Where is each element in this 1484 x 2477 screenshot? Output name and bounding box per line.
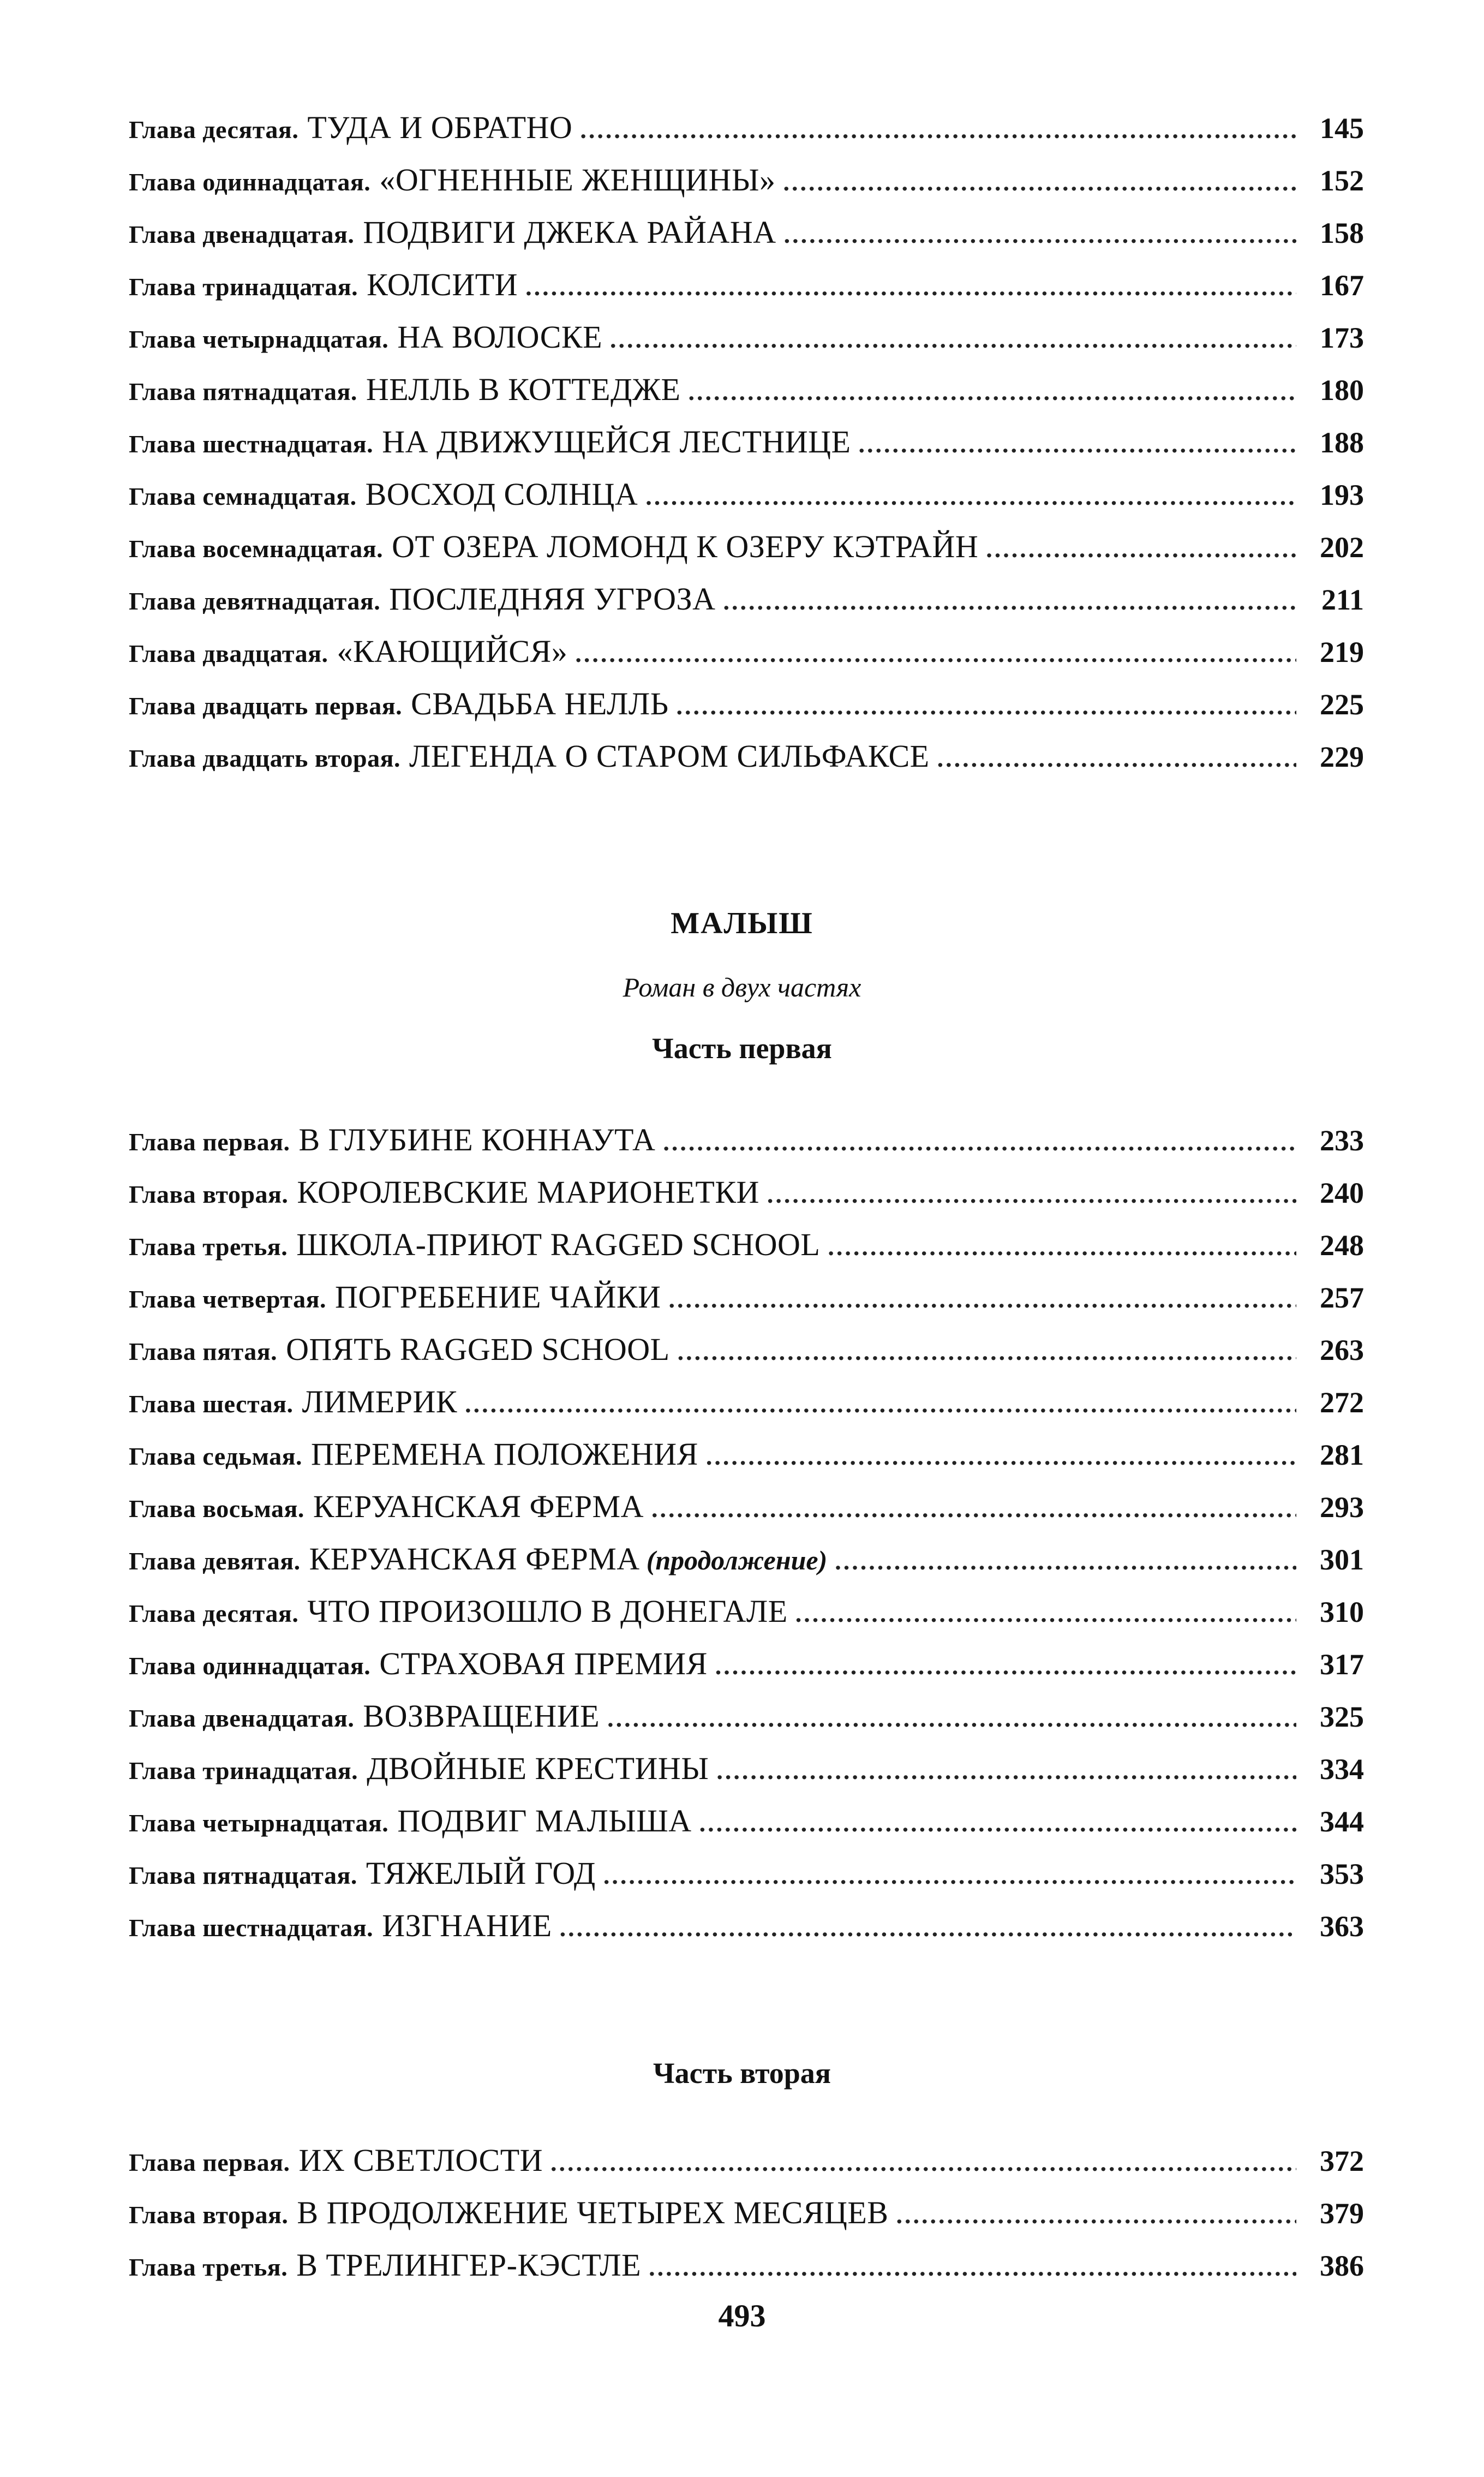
- chapter-label: Глава двадцать вторая.: [129, 744, 400, 772]
- toc-entry: [129, 214, 1364, 252]
- chapter-title: ШКОЛА-ПРИЮТ RAGGED SCHOOL: [296, 1227, 821, 1262]
- chapter-title: СВАДЬБА НЕЛЛЬ: [411, 686, 669, 721]
- dot-leader: [937, 744, 1296, 773]
- toc-entry: [129, 528, 1364, 566]
- toc-entry: [129, 1279, 1364, 1317]
- page-number: 173: [1320, 321, 1364, 354]
- dot-leader: [858, 429, 1296, 458]
- page-number: 158: [1320, 217, 1364, 249]
- chapter-label: Глава тринадцатая.: [129, 273, 358, 301]
- chapter-title: КОРОЛЕВСКИЕ МАРИОНЕТКИ: [297, 1174, 759, 1210]
- chapter-label: Глава двадцатая.: [129, 640, 328, 667]
- dot-leader: [560, 1913, 1296, 1942]
- chapter-label: Глава тринадцатая.: [129, 1757, 358, 1784]
- toc-entry: [129, 581, 1364, 619]
- toc-entry: [129, 2194, 1364, 2233]
- part-two-title: Часть вторая: [653, 2057, 831, 2090]
- toc-entry: [129, 1174, 1364, 1212]
- chapter-label: Глава девятая.: [129, 1547, 301, 1575]
- chapter-title: КЕРУАНСКАЯ ФЕРМА: [309, 1541, 640, 1577]
- chapter-label: Глава третья.: [129, 2253, 288, 2281]
- page-number: 219: [1320, 636, 1364, 669]
- toc-entry: [129, 1907, 1364, 1945]
- dot-leader: [986, 534, 1296, 563]
- chapter-label: Глава семнадцатая.: [129, 482, 357, 510]
- toc-entry: [129, 738, 1364, 776]
- chapter-title: НА ВОЛОСКЕ: [397, 319, 602, 355]
- toc-entry: [129, 633, 1364, 671]
- page-number: 325: [1320, 1700, 1364, 1733]
- page-number: 301: [1320, 1543, 1364, 1576]
- page-number: 202: [1320, 531, 1364, 564]
- chapter-label: Глава шестнадцатая.: [129, 1914, 374, 1942]
- chapter-title: ТЯЖЕЛЫЙ ГОД: [366, 1855, 596, 1891]
- page-number: 240: [1320, 1177, 1364, 1209]
- dot-leader: [699, 1808, 1296, 1837]
- dot-leader: [677, 691, 1296, 720]
- chapter-title: ВОСХОД СОЛНЦА: [365, 476, 638, 512]
- chapter-label: Глава вторая.: [129, 2201, 289, 2229]
- page-number: 229: [1320, 741, 1364, 773]
- toc-entry: [129, 1802, 1364, 1841]
- dot-leader: [795, 1599, 1296, 1628]
- chapter-title: ЧТО ПРОИЗОШЛО В ДОНЕГАЛЕ: [307, 1593, 788, 1629]
- toc-entry: [129, 162, 1364, 200]
- chapter-label: Глава пятнадцатая.: [129, 378, 357, 405]
- dot-leader: [465, 1389, 1296, 1418]
- chapter-label: Глава двенадцатая.: [129, 1704, 355, 1732]
- part-one-title: Часть первая: [652, 1032, 832, 1065]
- chapter-label: Глава шестнадцатая.: [129, 430, 374, 458]
- chapter-title: В ТРЕЛИНГЕР-КЭСТЛЕ: [296, 2247, 642, 2283]
- dot-leader: [783, 168, 1296, 196]
- dot-leader: [784, 220, 1296, 249]
- page-number: 257: [1320, 1281, 1364, 1314]
- toc-entry: [129, 1645, 1364, 1684]
- toc-entry: [129, 1698, 1364, 1736]
- toc-entry: [129, 109, 1364, 147]
- chapter-title: В ПРОДОЛЖЕНИЕ ЧЕТЫРЕХ МЕСЯЦЕВ: [297, 2195, 889, 2230]
- toc-entry: [129, 371, 1364, 409]
- chapter-title: ЛИМЕРИК: [302, 1384, 458, 1419]
- chapter-title: КОЛСИТИ: [367, 267, 518, 302]
- toc-entry: [129, 1750, 1364, 1788]
- dot-leader: [706, 1442, 1296, 1471]
- dot-leader: [651, 1494, 1296, 1523]
- chapter-label: Глава одиннадцатая.: [129, 168, 371, 196]
- chapter-label: Глава пятая.: [129, 1338, 278, 1365]
- toc-entry: [129, 1331, 1364, 1369]
- chapter-title: «КАЮЩИЙСЯ»: [337, 634, 568, 669]
- chapter-title: ИХ СВЕТЛОСТИ: [298, 2142, 543, 2178]
- chapter-title: НЕЛЛЬ В КОТТЕДЖЕ: [366, 372, 681, 407]
- toc-entry: [129, 1383, 1364, 1422]
- dot-leader: [663, 1127, 1296, 1156]
- chapter-title: ПОДВИГ МАЛЫША: [397, 1803, 692, 1839]
- chapter-label: Глава двадцать первая.: [129, 692, 403, 720]
- chapter-title: НА ДВИЖУЩЕЙСЯ ЛЕСТНИЦЕ: [382, 424, 851, 459]
- chapter-title: КЕРУАНСКАЯ ФЕРМА: [313, 1489, 644, 1524]
- chapter-label: Глава вторая.: [129, 1180, 289, 1208]
- dot-leader: [645, 482, 1296, 511]
- dot-leader: [668, 1285, 1296, 1314]
- toc-entry: [129, 2142, 1364, 2180]
- chapter-label: Глава восьмая.: [129, 1495, 304, 1523]
- page-number: 167: [1320, 269, 1364, 302]
- page-number: 211: [1321, 583, 1364, 616]
- page-number: 193: [1320, 479, 1364, 511]
- dot-leader: [896, 2200, 1297, 2229]
- dot-leader: [716, 1756, 1296, 1785]
- chapter-label: Глава первая.: [129, 1128, 290, 1156]
- dot-leader: [610, 325, 1296, 354]
- chapter-label: Глава одиннадцатая.: [129, 1652, 371, 1680]
- page-number: 281: [1320, 1439, 1364, 1471]
- page-number: 152: [1320, 164, 1364, 197]
- dot-leader: [767, 1180, 1296, 1209]
- page-number: 372: [1320, 2145, 1364, 2177]
- page-number: 145: [1320, 112, 1364, 145]
- chapter-title: ПОСЛЕДНЯЯ УГРОЗА: [389, 581, 716, 617]
- page-number: 272: [1320, 1386, 1364, 1419]
- page-number: 233: [1320, 1124, 1364, 1157]
- page-number: 344: [1320, 1805, 1364, 1838]
- dot-leader: [550, 2148, 1296, 2177]
- dot-leader: [678, 1337, 1296, 1366]
- dot-leader: [835, 1547, 1296, 1575]
- chapter-label: Глава десятая.: [129, 116, 299, 144]
- novel-subtitle: Роман в двух частях: [623, 972, 861, 1002]
- dot-leader: [525, 272, 1296, 301]
- dot-leader: [715, 1651, 1296, 1680]
- page-number: 317: [1320, 1648, 1364, 1681]
- folio-page-number: 493: [718, 2298, 766, 2333]
- chapter-title: «ОГНЕННЫЕ ЖЕНЩИНЫ»: [379, 162, 776, 198]
- page-number: 386: [1320, 2249, 1364, 2282]
- toc-entry: [129, 319, 1364, 357]
- chapter-label: Глава четырнадцатая.: [129, 1809, 389, 1837]
- chapter-title: ПОДВИГИ ДЖЕКА РАЙАНА: [363, 214, 776, 250]
- toc-entry: [129, 685, 1364, 724]
- chapter-label: Глава девятнадцатая.: [129, 587, 381, 615]
- chapter-title: ОТ ОЗЕРА ЛОМОНД К ОЗЕРУ КЭТРАЙН: [392, 529, 979, 564]
- page-number: 363: [1320, 1910, 1364, 1943]
- dot-leader: [649, 2253, 1296, 2282]
- toc-entry: [129, 1593, 1364, 1631]
- toc-entry: [129, 1488, 1364, 1526]
- toc-entry: [129, 423, 1364, 462]
- chapter-title: ВОЗВРАЩЕНИЕ: [363, 1698, 600, 1734]
- chapter-title: ИЗГНАНИЕ: [382, 1908, 552, 1943]
- toc-entry: [129, 1121, 1364, 1160]
- chapter-title: ПОГРЕБЕНИЕ ЧАЙКИ: [334, 1279, 661, 1315]
- toc-entry: [129, 1436, 1364, 1474]
- chapter-label: Глава четырнадцатая.: [129, 325, 389, 353]
- toc-entry: [129, 1855, 1364, 1893]
- chapter-label: Глава десятая.: [129, 1599, 299, 1627]
- page-number: 263: [1320, 1334, 1364, 1366]
- chapter-label: Глава восемнадцатая.: [129, 535, 384, 563]
- dot-leader: [580, 115, 1296, 144]
- chapter-title: ЛЕГЕНДА О СТАРОМ СИЛЬФАКСЕ: [409, 738, 930, 774]
- chapter-label: Глава седьмая.: [129, 1442, 303, 1470]
- toc-entry: [129, 266, 1364, 305]
- toc-entry: [129, 2247, 1364, 2285]
- page-number: 248: [1320, 1229, 1364, 1262]
- novel-title: МАЛЫШ: [671, 906, 813, 940]
- chapter-label: Глава четвертая.: [129, 1285, 326, 1313]
- page-number: 353: [1320, 1858, 1364, 1890]
- page-number: 379: [1320, 2197, 1364, 2230]
- chapter-note: (продолжение): [646, 1545, 828, 1575]
- chapter-title: ПЕРЕМЕНА ПОЛОЖЕНИЯ: [311, 1436, 698, 1472]
- chapter-title: В ГЛУБИНЕ КОННАУТА: [298, 1122, 656, 1157]
- page-number: 334: [1320, 1753, 1364, 1786]
- chapter-label: Глава шестая.: [129, 1390, 294, 1418]
- dot-leader: [603, 1861, 1296, 1890]
- page-number: 188: [1320, 426, 1364, 459]
- dot-leader: [723, 587, 1296, 616]
- page-number: 180: [1320, 374, 1364, 407]
- dot-leader: [688, 377, 1296, 406]
- chapter-title: ОПЯТЬ RAGGED SCHOOL: [286, 1332, 670, 1367]
- chapter-title: СТРАХОВАЯ ПРЕМИЯ: [379, 1646, 708, 1681]
- toc-entry: [129, 1541, 1364, 1579]
- chapter-label: Глава пятнадцатая.: [129, 1861, 357, 1889]
- toc-entry: [129, 1226, 1364, 1264]
- page-number: 293: [1320, 1491, 1364, 1524]
- chapter-title: ТУДА И ОБРАТНО: [307, 110, 573, 145]
- page-number: 310: [1320, 1596, 1364, 1628]
- dot-leader: [828, 1232, 1296, 1261]
- chapter-label: Глава третья.: [129, 1233, 288, 1261]
- chapter-label: Глава первая.: [129, 2148, 290, 2176]
- chapter-label: Глава двенадцатая.: [129, 220, 355, 248]
- dot-leader: [607, 1704, 1296, 1733]
- toc-entry: [129, 476, 1364, 514]
- page-number: 225: [1320, 688, 1364, 721]
- chapter-title: ДВОЙНЫЕ КРЕСТИНЫ: [367, 1751, 709, 1786]
- dot-leader: [575, 639, 1296, 668]
